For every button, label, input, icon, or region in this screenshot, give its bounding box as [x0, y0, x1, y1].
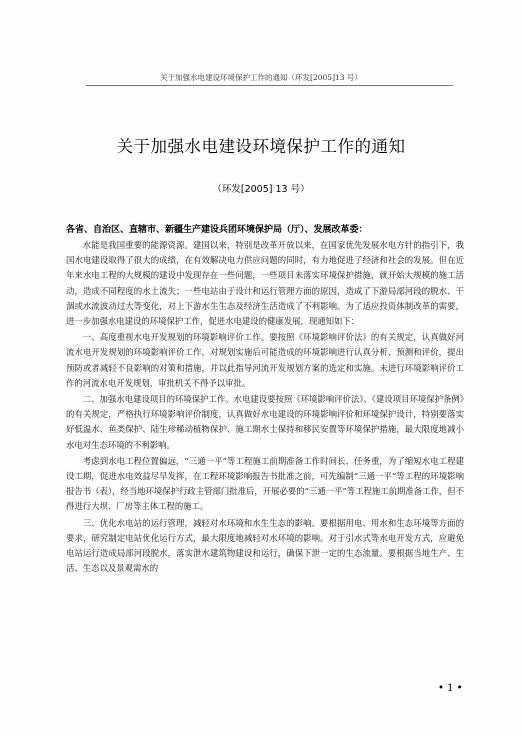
salutation: 各省、自治区、直辖市、新疆生产建设兵团环境保护局（厅）、发展改革委：: [66, 225, 368, 235]
running-header: 关于加强水电建设环境保护工作的通知（环发[2005]13 号）: [160, 73, 362, 82]
page-number: • 1 •: [438, 683, 463, 694]
paragraph-section-2: 二、加强水电建设项目的环境保护工作。水电建设要按照《环境影响评价法》、《建设项目环境保护条例》的有关规定，严格执行环境影响评价制度，认真做好水电建设的环境影响评价和环境保护设计，特别要落实好低温水、鱼类保护、陆生珍稀动植物保护、施工期水土保持和移民安置等环境保护措施，最大限度地减小水电对生态环境的不利影响。: [66, 394, 464, 450]
document-title: 关于加强水电建设环境保护工作的通知: [116, 137, 406, 156]
header-divider: [86, 85, 453, 86]
paragraph-section-2-note: 考虑到水电工程位置偏远，“三通一平”等工程施工前期准备工作时间长、任务重，为了缩短水电工程建设工期，促进水电效益尽早发挥，在工程环境影响报告书批准之前，可先编制“三通一平”等工程的环境影响报告书（表），经当地环境保护行政主管部门批准后，开展必要的“三通一平”等工程施工前期准备工作，但不得进行大坝、厂房等主体工程的施工。: [66, 455, 464, 512]
document-number: （环发[2005] 13 号）: [212, 184, 310, 195]
paragraph-intro: 水能是我国重要的能源资源。建国以来，特别是改革开放以来，在国家优先发展水电方针的指引下，我国水电建设取得了很大的成绩，在有效解决电力供应问题的同时，有力地促进了经济和社会的发展。但在近年来水电工程的大规模的建设中发现存在一些问题，一些项目未落实环境保护措施，就开始大规模的施工活动，造成不同程度的水土流失；一些电站由于设计和运行管理方面的原因，造成了下游局部河段的脱水、干涸或水流波动过大等变化，对上下游水生生态及经济生活造成了不利影响。为了适应投资体制改革的需要，进一步加强水电建设的环境保护工作，促进水电建设的健康发展，现通知如下：: [66, 240, 464, 327]
paragraph-section-1: 一、高度重视水电开发规划的环境影响评价工作。要按照《环境影响评价法》的有关规定，认真做好河流水电开发规划的环境影响评价工作，对规划实施后可能造成的环境影响进行认真分析、预测和评价，提出预防或者减轻不良影响的对策和措施，并以此指导河流开发规划方案的选定和实施。未进行环境影响评价工作的河流水电开发规划，审批机关不得予以审批。: [66, 332, 464, 388]
paragraph-section-3: 三、优化水电站的运行管理，减轻对水环境和水生生态的影响。要根据用电、用水和生态环境等方面的要求，研究制定电站优化运行方式，最大限度地减轻对水环境的影响。对于引水式等水电开发方式，应避免电站运行造成局部河段脱水，落实泄水建筑物建设和运行，确保下泄一定的生态流量。要根据当地生产、生活、生态以及景观需水的: [66, 517, 464, 574]
document-body: [66, 238, 464, 577]
